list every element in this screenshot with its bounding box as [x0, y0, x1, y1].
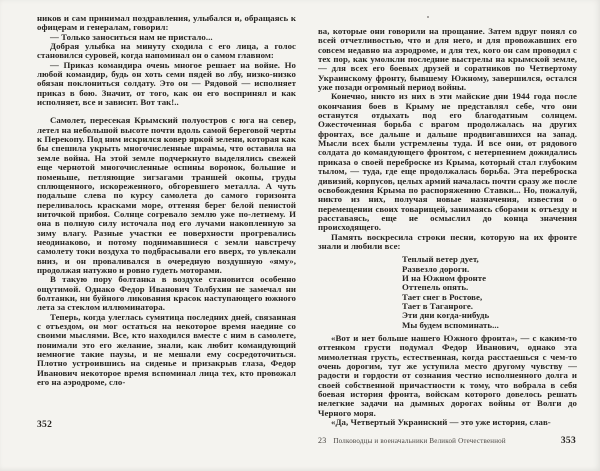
- paragraph: «Вот и нет больше нашего Южного фронта», — с каким-то оттенком грусти подумал Федор Иванович, однако эта мимолетная грусть, естественная, когда расстаешься с чем-то очень дорогим, тут же уступила место другому чувству — радости и гордости от сознания честно исполненного долга и своей собственной причастности к тому, что вобрала в себя боевая история фронта, войскам которого довелось решать нелегкие задачи на дымных дорогах войны от Волги до Черного моря.: [318, 333, 577, 418]
- scan-speck: [427, 16, 429, 18]
- verse-line: Мы будем вспоминать...: [402, 319, 499, 330]
- verse-line: Эти дни когда-нибудь: [402, 310, 490, 321]
- page-352-text: [37, 14, 296, 422]
- verse-line: Тает в Таганроге.: [402, 300, 474, 311]
- dialogue-paragraph: — Приказ командира очень многое решает на войне. Но любой командир, будь он хоть семи пядей во лбу, низко-низко обязан поклониться солдату. Это он — Рядовой — исполняет приказ в бою. Значит, от того, как он его воспринял и как исполняет, все и зависит. Вот так!..: [37, 59, 296, 108]
- print-signature: [318, 436, 506, 445]
- paragraph: «Да, Четвертый Украинский — это уже история, слав-: [331, 417, 551, 428]
- verse-line: Развезло дороги.: [402, 263, 470, 274]
- paragraph: Память воскресила строки песни, которую на их фронте знали и любили все:: [318, 231, 577, 251]
- paragraph: Теперь, когда улеглась сумятица последних дней, связанная с отъездом, он мог остаться на некоторое время наедине со своими мыслями. Все, кто находился вместе с ним в самолете, понимали это его желание, знали, как любит командующий немногие такие паузы, и не мешали ему сосредоточиться. Плотно устроившись на сиденье и призакрыв глаза, Федор Иванович некоторое время вспоминал лица тех, кто провожал его на аэродроме, сло-: [37, 311, 296, 388]
- verse-line: Оттепель опять.: [402, 282, 469, 293]
- verse-block: [402, 255, 577, 330]
- signature-title: Полководцы и военачальники Великой Отечественной: [333, 437, 506, 445]
- paragraph: ва, которые они говорили на прощание. Затем вдруг понял со всей отчетливостью, что и для него, и для провожавших его совсем недавно на аэродроме, и для тех, кого он сам проводил с тех пор, как умолкли последние выстрелы на крымской земле, — для всех его боевых друзей и соратников по Четвертому Украинскому фронту, бывшему Южному, завершился, остался уже позади огромный период войны.: [318, 27, 577, 93]
- page-353-text: [318, 27, 577, 433]
- verse-line: Теплый ветер дует,: [402, 254, 479, 265]
- paragraph: Добрая улыбка на минуту сходила с его лица, а голос становился суровей, когда напоминал он о самом главном:: [37, 41, 296, 61]
- verse-line: И на Южном фронте: [402, 272, 487, 283]
- paragraph: Конечно, никто из них в эти майские дни 1944 года после окончания боев в Крыму не представлял себе, что они останутся отдыхать под его благодатным солнцем. Ожесточенная борьба с врагом продолжалась на других фронтах, все дальше и дальше продвигавшихся на запад. Мысли всех были устремлены туда. И все они, от рядового солдата до командующего фронтом, с нетерпением дожидались приказа о своей переброске из Крыма, который стал глубоким тылом, — туда, где еще продолжалась борьба. Эта переброска дивизий, корпусов, целых армий началась почти сразу же после освобождения Крыма по распоряжению Ставки... Но, пожалуй, никто из них, получая новые назначения, известия о перемещении своих товарищей, занимаясь сборами к отъезду и расставаясь, еще не осмыслил до конца значения происходящего.: [318, 91, 577, 233]
- signature-number: 23: [318, 436, 327, 445]
- page-number-left: 352: [37, 420, 53, 430]
- page-353-footer: [318, 436, 576, 446]
- paragraph: ников и сам принимал поздравления, улыбался и, обращаясь к офицерам и генералам, говорил:: [37, 14, 296, 33]
- paragraph: Самолет, пересекая Крымский полуостров с юга на север, летел на небольшой высоте почти вдоль самой береговой черты к Перекопу. Под ним искрился ковер яркой зелени, которая как бы спешила укрыть многочисленные шрамы, что оставила на земле война. На этой земле подчеркнуто выделялись свежей еще чернотой многочисленные оспины воронок, большие и поменьше, петляющие зигзагами траншей окопы, груды сплющенного, искореженного, обгоревшего металла. А чуть подальше слева по курсу самолета до самого горизонта переливалось красками море, оттеняя берег белой пенистой ниточкой прибоя. Солнце согревало землю уже по-летнему. И она в полную силу источала под его лучами накопленную за зиму влагу. Разные участки ее поверхности прогревались неодинаково, и потому поднимавшиеся с земли навстречу самолету токи воздуха то подбрасывали его вверх, то увлекали вниз, и он проваливался в очередную воздушную «яму», продолжая натужно и ровно гудеть моторами.: [37, 115, 296, 275]
- paragraph: В такую пору болтанка в воздухе становится особенно ощутимой. Однако Федор Иванович Толбухин не замечал ни болтанки, ни буйного ликования красок наступающего южного лета за стеклом иллюминатора.: [37, 274, 296, 313]
- page-number-right: 353: [560, 436, 576, 446]
- dialogue-paragraph: — Только заноситься нам не пристало...: [50, 31, 213, 42]
- verse-line: Тает снег в Ростове,: [402, 291, 483, 302]
